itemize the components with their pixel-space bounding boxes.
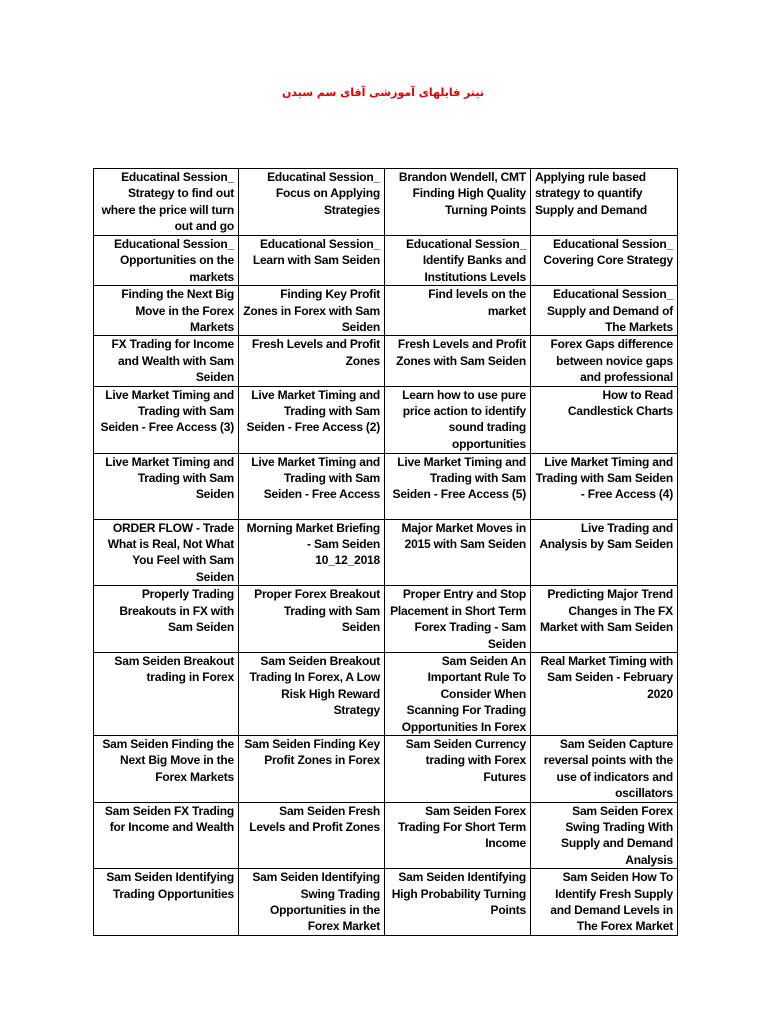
table-cell: Educatinal Session_ Focus on Applying Strategies: [239, 169, 385, 236]
table-row: [94, 169, 678, 236]
table-cell: Sam Seiden Breakout Trading In Forex, A Low Risk High Reward Strategy: [239, 652, 385, 735]
table-row: [94, 286, 678, 336]
table-cell: Learn how to use pure price action to identify sound trading opportunities: [385, 386, 531, 453]
table-row: [94, 519, 678, 586]
table-cell: Sam Seiden Fresh Levels and Profit Zones: [239, 802, 385, 869]
table-row: [94, 735, 678, 802]
table-cell: Sam Seiden Forex Swing Trading With Supply and Demand Analysis: [531, 802, 678, 869]
table-cell: Sam Seiden Capture reversal points with the use of indicators and oscillators: [531, 735, 678, 802]
table-cell: Educational Session_ Supply and Demand of The Markets: [531, 286, 678, 336]
sessions-table: [93, 168, 678, 936]
table-cell: Find levels on the market: [385, 286, 531, 336]
table-cell: Educational Session_ Identify Banks and Institutions Levels: [385, 236, 531, 286]
table-cell: Sam Seiden Breakout trading in Forex: [94, 652, 239, 735]
table-cell: Live Market Timing and Trading with Sam Seiden: [94, 453, 239, 519]
table-cell: Live Market Timing and Trading with Sam Seiden - Free Access (3): [94, 386, 239, 453]
table-row: [94, 802, 678, 869]
table-cell: Fresh Levels and Profit Zones with Sam Seiden: [385, 336, 531, 386]
table-row: [94, 453, 678, 519]
table-row: [94, 652, 678, 735]
table-cell: Educational Session_ Learn with Sam Seiden: [239, 236, 385, 286]
table-cell: Real Market Timing with Sam Seiden - February 2020: [531, 652, 678, 735]
table-cell: Educational Session_ Covering Core Strategy: [531, 236, 678, 286]
table-cell: Finding the Next Big Move in the Forex Markets: [94, 286, 239, 336]
table-cell: Sam Seiden An Important Rule To Consider When Scanning For Trading Opportunities In Forex: [385, 652, 531, 735]
table-cell: Finding Key Profit Zones in Forex with Sam Seiden: [239, 286, 385, 336]
document-title: تیتر فایلهای آموزشی آقای سم سیدن: [282, 86, 484, 99]
table-cell: How to Read Candlestick Charts: [531, 386, 678, 453]
table-cell: Forex Gaps difference between novice gaps and professional: [531, 336, 678, 386]
table-cell: Sam Seiden Finding the Next Big Move in the Forex Markets: [94, 735, 239, 802]
table-cell: Sam Seiden Forex Trading For Short Term Income: [385, 802, 531, 869]
table-cell: Sam Seiden Identifying Swing Trading Opportunities in the Forex Market: [239, 869, 385, 936]
table-cell: Sam Seiden Currency trading with Forex Futures: [385, 735, 531, 802]
table-cell: Live Market Timing and Trading with Sam Seiden - Free Access (2): [239, 386, 385, 453]
table-row: [94, 336, 678, 386]
table-cell: Sam Seiden Finding Key Profit Zones in Forex: [239, 735, 385, 802]
table-cell: Properly Trading Breakouts in FX with Sam Seiden: [94, 586, 239, 653]
table-row: [94, 869, 678, 936]
table-cell: Educational Session_ Opportunities on the markets: [94, 236, 239, 286]
table-cell: Live Market Timing and Trading with Sam Seiden - Free Access (5): [385, 453, 531, 519]
table-cell: Morning Market Briefing - Sam Seiden 10_12_2018: [239, 519, 385, 586]
table-cell: Sam Seiden Identifying Trading Opportunities: [94, 869, 239, 936]
table-row: [94, 386, 678, 453]
table-cell: Educatinal Session_ Strategy to find out where the price will turn out and go: [94, 169, 239, 236]
table-cell: Live Market Timing and Trading with Sam Seiden - Free Access: [239, 453, 385, 519]
table-cell: Live Market Timing and Trading with Sam Seiden - Free Access (4): [531, 453, 678, 519]
table-cell: Proper Forex Breakout Trading with Sam Seiden: [239, 586, 385, 653]
table-row: [94, 586, 678, 653]
table-cell: Major Market Moves in 2015 with Sam Seiden: [385, 519, 531, 586]
table-row: [94, 236, 678, 286]
table-cell: FX Trading for Income and Wealth with Sam Seiden: [94, 336, 239, 386]
table-cell: Sam Seiden FX Trading for Income and Wealth: [94, 802, 239, 869]
table-cell: Fresh Levels and Profit Zones: [239, 336, 385, 386]
table-cell: Sam Seiden Identifying High Probability Turning Points: [385, 869, 531, 936]
table-cell: Brandon Wendell, CMT Finding High Quality Turning Points: [385, 169, 531, 236]
table-cell: ORDER FLOW - Trade What is Real, Not What You Feel with Sam Seiden: [94, 519, 239, 586]
table-cell: Proper Entry and Stop Placement in Short Term Forex Trading - Sam Seiden: [385, 586, 531, 653]
table-cell: Applying rule based strategy to quantify Supply and Demand: [531, 169, 678, 236]
table-cell: Sam Seiden How To Identify Fresh Supply and Demand Levels in The Forex Market: [531, 869, 678, 936]
table-cell: Live Trading and Analysis by Sam Seiden: [531, 519, 678, 586]
table-cell: Predicting Major Trend Changes in The FX Market with Sam Seiden: [531, 586, 678, 653]
